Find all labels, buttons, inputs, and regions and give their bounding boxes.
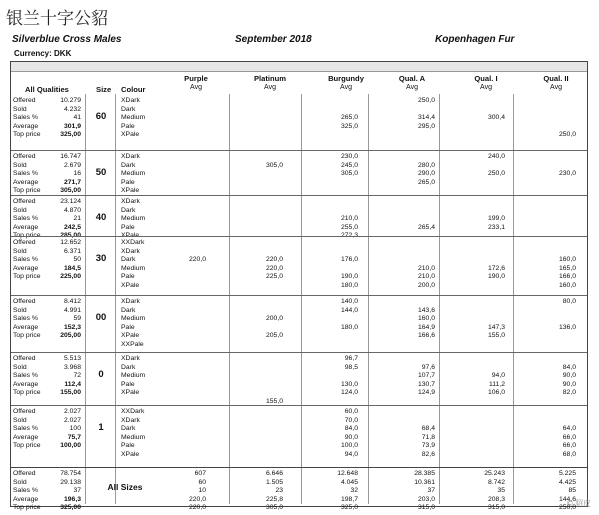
colour-list: XXDark XDark Dark Medium Pale XPale [121, 408, 146, 458]
colour-list: XDark Dark Medium Pale XPale [121, 153, 146, 195]
price-table [10, 61, 588, 512]
watermark: © 貂皮 [566, 499, 591, 508]
col-sub-avg: Avg [264, 84, 276, 91]
totals-separator [11, 467, 587, 468]
stat-value: 59 [73, 315, 81, 323]
page-title: 银兰十字公貂 [6, 9, 108, 29]
cell-platinum: 305,0 [265, 161, 283, 169]
stat-value: 152,3 [63, 323, 81, 331]
stat-value: 8.412 [63, 298, 81, 305]
row-separator [11, 352, 587, 353]
column-divider [439, 94, 440, 504]
stat-value: 10.279 [60, 97, 81, 104]
stat-value: 75,7 [67, 433, 81, 441]
currency-label: Currency: DKK [14, 49, 72, 58]
cell-qual_ii: 230,0 [558, 170, 576, 178]
col-sub-avg: Avg [190, 84, 202, 91]
cell-qual_a: 68,4 71,8 73,9 82,6 [421, 425, 435, 458]
colour-list: XDark Dark Medium Pale XPale XXPale [121, 298, 146, 348]
stat-labels: Offered Sold Sales % Average Top price [13, 97, 41, 139]
stat-value: 4.991 [63, 306, 81, 314]
stat-value: 242,5 [63, 223, 81, 231]
col-sub-avg: Avg [550, 84, 562, 91]
col-header-size: Size [96, 85, 112, 94]
report-header-right: Kopenhagen Fur [435, 34, 515, 45]
stat-value: 196,3 [63, 495, 81, 503]
report-header-center: September 2018 [235, 34, 312, 45]
stat-value: 2.027 [63, 416, 81, 424]
cell-qual_ii: 64,0 66,0 66,0 68,0 [562, 425, 576, 458]
col-sub-avg: Avg [340, 84, 352, 91]
stat-value: 100 [69, 425, 81, 433]
col-header-qual-ii: Qual. II [543, 74, 569, 83]
stat-value: 50 [73, 256, 81, 264]
stat-labels: Offered Sold Sales % Average Top price [13, 239, 41, 281]
stat-labels: Offered Sold Sales % Average Top price [13, 408, 41, 450]
cell-qual_i: 172,6 190,0 [487, 264, 505, 281]
stat-value: 155,00 [60, 389, 81, 397]
stat-value: 325,00 [60, 504, 81, 512]
stat-labels: Offered Sold Sales % Average Top price [13, 198, 41, 240]
stat-labels: Offered Sold Sales % Average Top price [13, 298, 41, 340]
cell-qual_i: 199,0 233,1 [487, 215, 505, 231]
row-separator [11, 236, 587, 237]
cell-qual_a: 143,6 160,0 164,9 166,6 [417, 306, 435, 340]
column-divider [368, 94, 369, 504]
colour-list: XDark Dark Medium Pale XPale [121, 355, 146, 397]
report-header-left: Silverblue Cross Males [12, 34, 122, 45]
size-value: 00 [95, 312, 107, 323]
total-qual_a: 28.385 10.361 37 203,0 315,0 [414, 470, 435, 512]
cell-platinum: 155,0 [265, 397, 283, 405]
column-divider [85, 94, 86, 504]
stat-value: 4.870 [63, 206, 81, 214]
cell-burgundy: 210,0 255,0 272,3 [340, 215, 358, 240]
size-value: 50 [95, 167, 107, 178]
cell-qual_a: 265,4 [417, 223, 435, 231]
cell-qual_a: 250,0 314,4 295,0 [417, 97, 435, 130]
stat-value: 23.124 [60, 198, 81, 205]
cell-purple: 220,0 [188, 256, 206, 264]
size-value: 40 [95, 212, 107, 223]
row-separator [11, 405, 587, 406]
size-value: 30 [95, 253, 107, 264]
stat-labels: Offered Sold Sales % Average Top price [13, 355, 41, 397]
stat-value: 16.747 [60, 153, 81, 160]
cell-qual_ii: 84,0 90,0 90,0 82,0 [562, 363, 576, 397]
column-divider [513, 94, 514, 504]
col-header-colour: Colour [121, 85, 146, 94]
cell-qual_ii: 250,0 [558, 131, 576, 139]
total-burgundy: 12.648 4.045 32 198,7 325,0 [337, 470, 358, 512]
stat-labels: Offered Sold Sales % Average Top price [13, 470, 41, 512]
cell-qual_i: 300,4 [487, 114, 505, 122]
cell-burgundy: 60,0 70,0 84,0 90,0 100,0 94,0 [340, 408, 358, 458]
row-separator [11, 295, 587, 296]
stat-value: 37 [73, 487, 81, 495]
cell-qual_ii: 80,0 136,0 [558, 298, 576, 331]
colour-list: XDark Dark Medium Pale XPale [121, 198, 146, 240]
column-divider [301, 94, 302, 504]
col-sub-avg: Avg [480, 84, 492, 91]
col-header-qual-a: Qual. A [398, 74, 426, 83]
cell-qual_a: 97,6 107,7 130,7 124,9 [417, 363, 435, 397]
totals-label: All Sizes [107, 482, 143, 492]
stat-value: 5.513 [63, 355, 81, 362]
total-qual_ii: 5.225 4.425 85 144,6 250,0 [558, 470, 576, 512]
cell-burgundy: 96,7 98,5 130,0 124,0 [340, 355, 358, 397]
stat-value: 285,00 [60, 232, 81, 240]
stat-value: 205,00 [60, 332, 81, 340]
total-purple: 607 60 10 220,0 220,0 [188, 470, 206, 512]
stat-value: 2.679 [63, 161, 81, 169]
stat-value: 112,4 [64, 380, 81, 388]
cell-burgundy: 176,0 190,0 180,0 [340, 256, 358, 289]
cell-qual_i: 147,3 155,0 [487, 323, 505, 340]
col-header-qual-i: Qual. I [474, 74, 498, 83]
stat-value: 29.138 [60, 478, 81, 486]
stat-value: 41 [73, 114, 81, 122]
stat-labels: Offered Sold Sales % Average Top price [13, 153, 41, 195]
stat-value: 305,00 [60, 187, 81, 195]
size-value: 1 [98, 422, 104, 433]
stat-value: 2.027 [63, 408, 81, 415]
table-header-band [11, 62, 587, 72]
stat-value: 3.968 [63, 363, 81, 371]
stat-value: 325,00 [60, 131, 81, 139]
cell-qual_i: 240,0 250,0 [487, 153, 505, 178]
column-divider [229, 94, 230, 504]
column-divider [115, 94, 116, 504]
cell-qual_a: 210,0 210,0 200,0 [417, 264, 435, 289]
colour-list: XXDark XDark Dark Medium Pale XPale [121, 239, 146, 289]
col-header-burgundy: Burgundy [328, 74, 364, 83]
stat-value: 78.754 [60, 470, 81, 477]
col-header-platinum: Platinum [253, 74, 287, 83]
stat-value: 12.652 [60, 239, 81, 246]
stat-value: 184,5 [63, 264, 81, 272]
stat-value: 100,00 [60, 442, 81, 450]
cell-burgundy: 140,0 144,0 180,0 [340, 298, 358, 331]
col-header-all-qualities: All Qualities [25, 85, 69, 94]
stat-value: 16 [73, 170, 81, 178]
row-separator [11, 150, 587, 151]
cell-burgundy: 265,0 325,0 [340, 114, 358, 130]
cell-qual_i: 94,0 111,2 106,0 [487, 372, 505, 397]
size-value: 60 [95, 111, 107, 122]
cell-qual_ii: 160,0 165,0 166,0 160,0 [558, 256, 576, 289]
cell-platinum: 220,0 220,0 225,0 [265, 256, 283, 281]
total-qual_i: 25.243 8.742 35 208,3 315,0 [484, 470, 505, 512]
col-sub-avg: Avg [406, 84, 418, 91]
cell-qual_a: 280,0 290,0 265,0 [417, 161, 435, 186]
total-platinum: 6.646 1.505 23 225,8 305,0 [265, 470, 283, 512]
stat-value: 301,9 [63, 122, 81, 130]
stat-value: 4.232 [63, 105, 81, 113]
colour-list: XDark Dark Medium Pale XPale [121, 97, 146, 139]
stat-value: 271,7 [63, 178, 81, 186]
stat-value: 6.371 [63, 247, 81, 255]
row-separator [11, 195, 587, 196]
cell-platinum: 200,0 205,0 [265, 315, 283, 340]
stat-value: 225,00 [60, 273, 81, 281]
col-header-purple: Purple [184, 74, 208, 83]
size-value: 0 [98, 369, 104, 380]
cell-burgundy: 230,0 245,0 305,0 [340, 153, 358, 178]
stat-value: 21 [73, 215, 81, 223]
stat-value: 72 [73, 372, 81, 380]
